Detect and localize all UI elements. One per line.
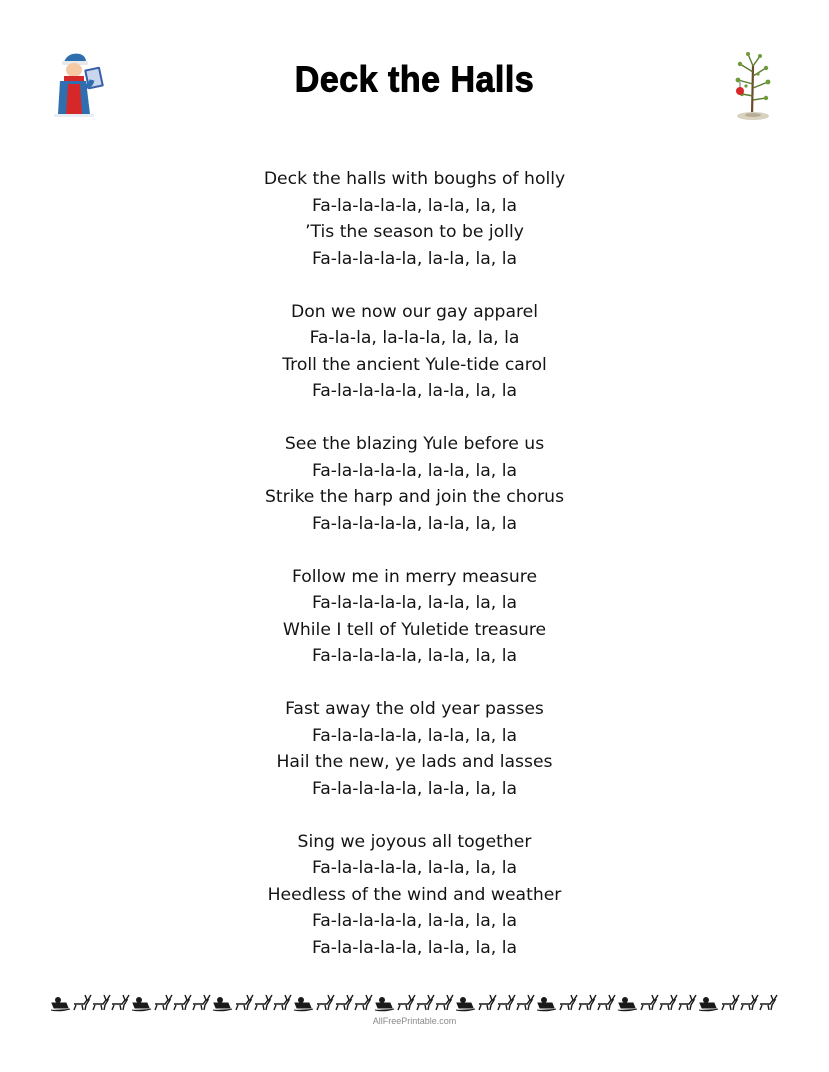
sleigh-reindeer-silhouette (537, 995, 615, 1011)
lyric-line: Fa-la-la-la-la, la-la, la, la (311, 858, 518, 878)
sleigh-reindeer-silhouette (618, 995, 696, 1011)
lyric-line: See the blazing Yule before us (284, 434, 545, 454)
lyric-line: ’Tis the season to be jolly (305, 222, 524, 242)
lyric-line: Follow me in merry measure (291, 566, 538, 587)
lyric-line: Fa-la-la-la-la, la-la, la, la (311, 195, 518, 216)
lyric-line: Sing we joyous all together (297, 831, 532, 852)
lyric-line: Fa-la-la-la-la, la-la, la, la (311, 460, 518, 481)
sleigh-reindeer-silhouette (375, 995, 453, 1011)
lyric-line: Fa-la-la-la-la, la-la, la, la (311, 593, 518, 613)
lyric-line: Hail the new, ye lads and lasses (276, 752, 553, 772)
lyric-line: Fast away the old year passes (285, 699, 544, 719)
lyric-line: Fa-la-la-la-la, la-la, la, la (311, 381, 518, 401)
verse-3 (0, 431, 829, 537)
reindeer-sleigh-border (50, 994, 779, 1014)
lyric-line: Fa-la-la-la-la, la-la, la, la (311, 248, 518, 269)
page-title: Deck the Halls (294, 60, 535, 100)
lyric-line: Fa-la-la-la-la, la-la, la, la (311, 911, 518, 931)
sleigh-reindeer-silhouette (132, 995, 210, 1011)
sleigh-reindeer-silhouette (456, 995, 534, 1011)
lyric-line: Deck the halls with boughs of holly (263, 169, 566, 189)
lyrics (0, 166, 829, 988)
sleigh-reindeer-silhouette (699, 995, 777, 1011)
lyric-line: Troll the ancient Yule-tide carol (282, 354, 547, 375)
christmas-tree-icon (722, 46, 784, 122)
lyric-line: While I tell of Yuletide treasure (282, 619, 547, 640)
sleigh-reindeer-silhouette (51, 995, 129, 1011)
lyric-line: Fa-la-la-la-la, la-la, la, la (311, 937, 518, 958)
lyric-line: Fa-la-la, la-la-la, la, la, la (309, 328, 520, 348)
lyric-line: Heedless of the wind and weather (267, 884, 562, 905)
lyric-line: Fa-la-la-la-la, la-la, la, la (311, 646, 518, 666)
lyric-line: Strike the harp and join the chorus (264, 487, 565, 507)
verse-1 (0, 166, 829, 272)
lyric-line: Don we now our gay apparel (290, 301, 539, 322)
footer-credit: AllFreePrintable.com (372, 1016, 457, 1026)
verse-4 (0, 564, 829, 670)
verse-2 (0, 299, 829, 405)
verse-5 (0, 696, 829, 802)
lyric-line: Fa-la-la-la-la, la-la, la, la (311, 513, 518, 534)
verse-6 (0, 829, 829, 962)
lyric-line: Fa-la-la-la-la, la-la, la, la (311, 725, 518, 746)
sleigh-reindeer-silhouette (213, 995, 291, 1011)
lyric-line: Fa-la-la-la-la, la-la, la, la (311, 778, 518, 799)
sleigh-reindeer-silhouette (294, 995, 372, 1011)
